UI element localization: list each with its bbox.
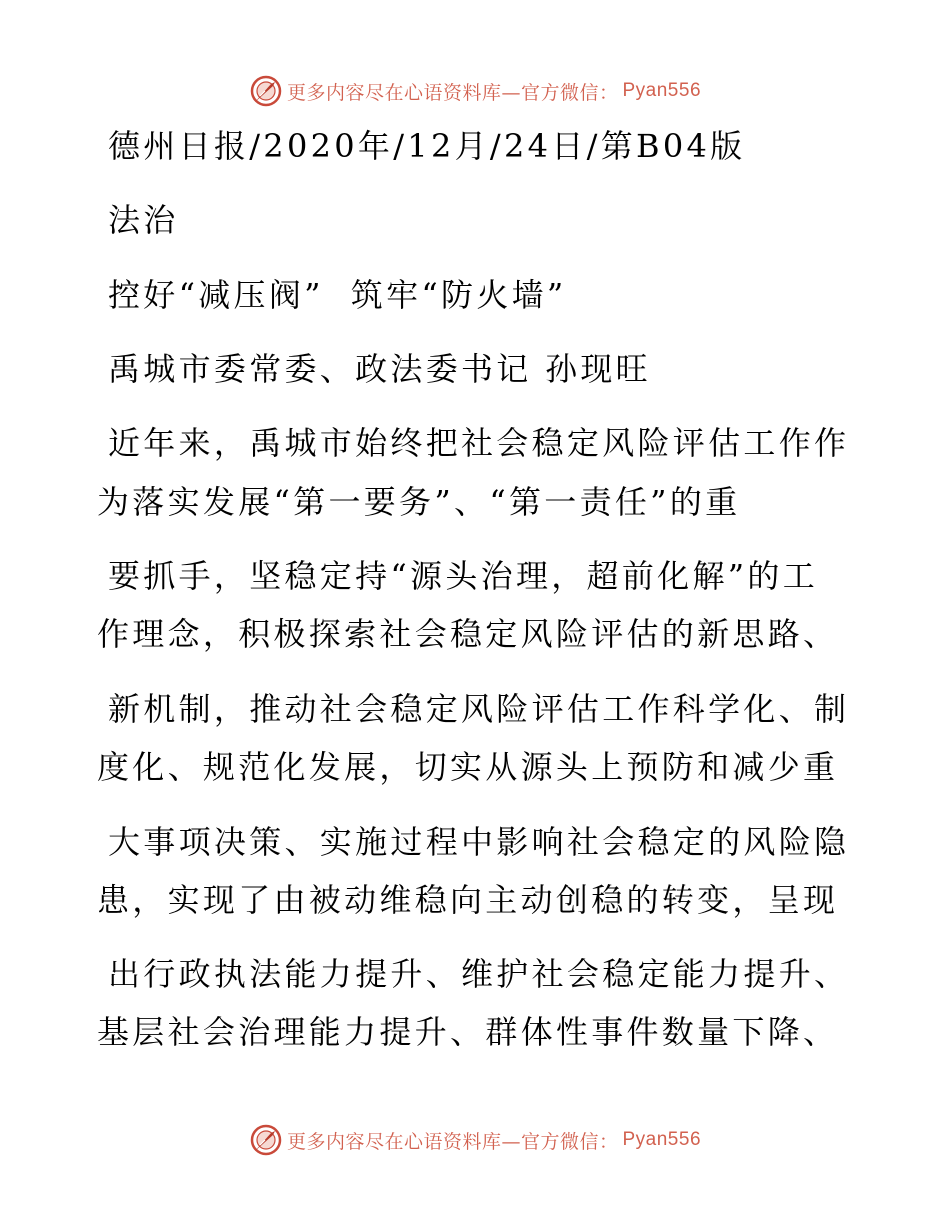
header-watermark — [0, 71, 950, 111]
body-line: 出行政执法能力提升、维护社会稳定能力提升、 — [108, 955, 850, 993]
body-line: 患，实现了由被动维稳向主动创稳的转变，呈现 — [97, 881, 839, 919]
watermark-wechat-handle: Pyan556 — [622, 80, 702, 101]
body-line: 基层社会治理能力提升、群体性事件数量下降、 — [97, 1013, 839, 1051]
body-line: 大事项决策、实施过程中影响社会稳定的风险隐 — [108, 823, 850, 861]
body-line: 要抓手，坚稳定持“源头治理，超前化解”的工 — [108, 557, 819, 595]
section-label: 法治 — [108, 201, 179, 239]
red-quill-seal-icon — [249, 74, 283, 108]
article-title: 控好“减压阀” 筑牢“防火墙” — [108, 276, 567, 314]
footer-watermark — [0, 1120, 950, 1160]
watermark-wechat-handle: Pyan556 — [622, 1129, 702, 1150]
watermark-text: 更多内容尽在心语资料库—官方微信： — [286, 81, 619, 104]
body-line: 近年来，禹城市始终把社会稳定风险评估工作作 — [108, 424, 850, 462]
body-line: 新机制，推动社会稳定风险评估工作科学化、制 — [108, 690, 850, 728]
body-line: 度化、规范化发展，切实从源头上预防和减少重 — [97, 748, 839, 786]
article-author: 禹城市委常委、政法委书记 孙现旺 — [108, 350, 651, 388]
body-line: 为落实发展“第一要务”、“第一责任”的重 — [97, 483, 741, 521]
source-line: 德州日报/2020年/12月/24日/第B04版 — [108, 127, 746, 165]
body-line: 作理念，积极探索社会稳定风险评估的新思路、 — [97, 615, 839, 653]
red-quill-seal-icon — [249, 1123, 283, 1157]
watermark-text: 更多内容尽在心语资料库—官方微信： — [286, 1130, 619, 1153]
